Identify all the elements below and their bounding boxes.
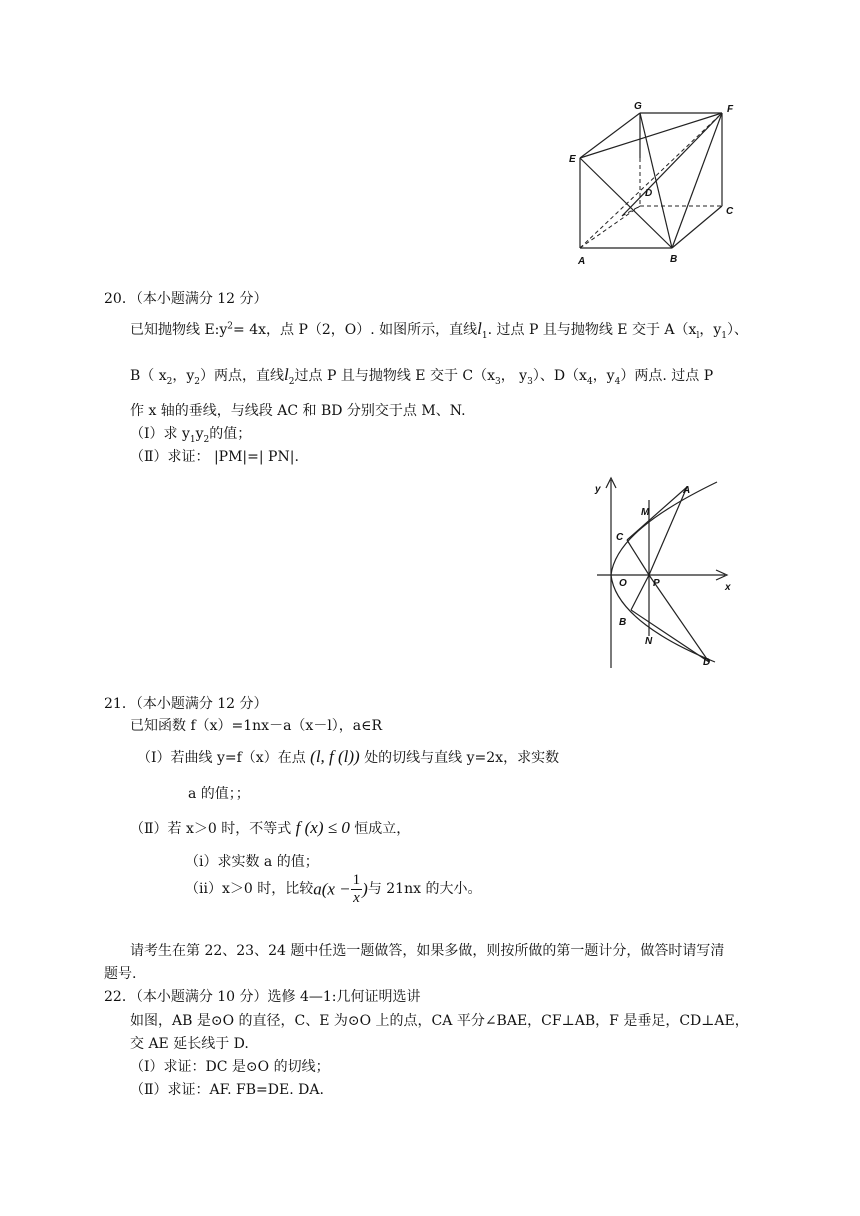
q21-part2 [130, 818, 410, 838]
q20-l2-p8: ）两点. 过点 P [620, 368, 714, 384]
q21-p1-b: 处的切线与直线 y=2x，求实数 [364, 750, 560, 766]
q21-pii-m1: a(x − [313, 879, 351, 899]
q21-sub-i: （i）求实数 a 的值； [185, 854, 319, 870]
q20-l1-p3: . 过点 P 且与抛物线 E 交于 A（x [487, 322, 697, 338]
q21-p2-a: （Ⅱ）若 x＞0 时，不等式 [130, 821, 292, 837]
label-d: D [645, 188, 653, 199]
q20-l2-p6: ）、D（x [532, 368, 587, 384]
q20-part1-s1: 1 [189, 434, 196, 445]
q20-l1-s2: 1 [721, 330, 727, 341]
q21-part1-cont: a 的值；； [188, 786, 250, 802]
q20-part2: （Ⅱ）求证： |PM|=| PN|. [130, 449, 299, 465]
q20-l2-var-sub: 2 [288, 376, 295, 387]
label-f: F [727, 104, 734, 115]
label-y: y [595, 484, 601, 495]
instruction-line2: 题号. [104, 966, 137, 982]
q20-l2-p5: ， y [500, 368, 528, 384]
q21-pii-m2: ) [362, 879, 368, 899]
label-g: G [634, 101, 642, 112]
q20-l1-sup: 2 [227, 321, 234, 332]
q21-sub-ii [185, 873, 481, 906]
q21-pii-a: （ii）x＞0 时，比较 [185, 881, 314, 898]
q20-l2-s5: 4 [586, 376, 593, 387]
q20-l2-s2: 2 [194, 376, 201, 387]
label-n: N [645, 636, 653, 647]
q20-l2-s3: 3 [495, 376, 501, 387]
q21-frac-den: x [353, 890, 360, 906]
label-d2: D [703, 657, 711, 668]
parabola-figure [585, 472, 765, 674]
q20-l1-s1: l [696, 330, 700, 341]
label-c2: C [616, 532, 624, 543]
q21-header: 21．（本小题满分 12 分） [104, 696, 268, 712]
label-c: C [726, 206, 734, 217]
q20-l2-p4: 过点 P 且与抛物线 E 交于 C（x [294, 368, 495, 384]
q20-l2-p3: ）两点，直线 [200, 368, 285, 384]
q20-l2-s6: 4 [614, 376, 621, 387]
label-b: B [670, 254, 678, 265]
q20-l2-s4: 3 [527, 376, 533, 387]
q20-l1-p1: 已知抛物线 E:y [130, 322, 228, 338]
label-e: E [569, 154, 576, 165]
q20-header: 20．（本小题满分 12 分） [104, 291, 268, 307]
q21-p1-math: (l, f (l)) [310, 747, 360, 766]
q20-l1-var-sub: 1 [481, 330, 488, 341]
q22-line1: 如图，AB 是⊙O 的直径，C、E 为⊙O 上的点，CA 平分∠BAE，CF⊥AB，F 是垂足，CD⊥AE， [130, 1013, 749, 1029]
q21-p2-b: 恒成立， [354, 821, 411, 837]
q20-l1-p2: = 4x，点 P（2，O）. 如图所示，直线 [233, 322, 478, 338]
q22-part1: （I）求证：DC 是⊙O 的切线； [130, 1059, 330, 1075]
q20-line2 [130, 365, 713, 388]
label-m: M [641, 507, 650, 518]
label-p: P [653, 578, 660, 589]
q21-pii-b: 与 21nx 的大小。 [367, 881, 482, 898]
q20-l1-var: l [477, 319, 482, 338]
label-o: O [619, 578, 627, 589]
q21-line1: 已知函数 f（x）=1nx－a（x－l），a∈R [130, 718, 383, 734]
q20-l2-s1: 2 [166, 376, 173, 387]
q20-l2-p7: ，y [592, 368, 615, 384]
q21-frac-num: 1 [352, 872, 361, 888]
q21-p1-a: （I）若曲线 y=f（x）在点 [137, 750, 306, 766]
label-b2: B [619, 617, 627, 628]
q22-header: 22．（本小题满分 10 分）选修 4—1:几何证明选讲 [104, 989, 421, 1005]
q20-part1-s2: 2 [203, 434, 210, 445]
q20-part1 [130, 426, 251, 446]
label-x: x [725, 582, 731, 593]
q20-l2-p1: B（ x [130, 368, 167, 384]
label-a2: A [683, 485, 691, 496]
q20-part1-p3: 的值； [209, 426, 252, 442]
q20-l1-p5: ）、 [726, 322, 748, 338]
q22-line2: 交 AE 延长线于 D. [130, 1036, 249, 1052]
q20-l2-var: l [284, 365, 289, 384]
q22-part2: （Ⅱ）求证：AF. FB=DE. DA. [130, 1082, 324, 1098]
q20-part1-p2: y [195, 426, 204, 442]
cube-figure [560, 98, 750, 270]
q21-part1 [137, 747, 559, 767]
q20-part1-p1: （I）求 y [130, 426, 190, 442]
q20-l1-p4: ，y [699, 322, 722, 338]
q20-l2-p2: ，y [172, 368, 195, 384]
q21-fraction [351, 873, 363, 906]
instruction-line1: 请考生在第 22、23、24 题中任选一题做答，如果多做，则按所做的第一题计分，做答时请写清 [130, 943, 725, 959]
q20-line3: 作 x 轴的垂线，与线段 AC 和 BD 分别交于点 M、N. [130, 403, 466, 419]
q21-p2-math: f (x) ≤ 0 [295, 818, 350, 837]
label-a: A [578, 256, 586, 267]
q20-line1 [130, 319, 748, 342]
